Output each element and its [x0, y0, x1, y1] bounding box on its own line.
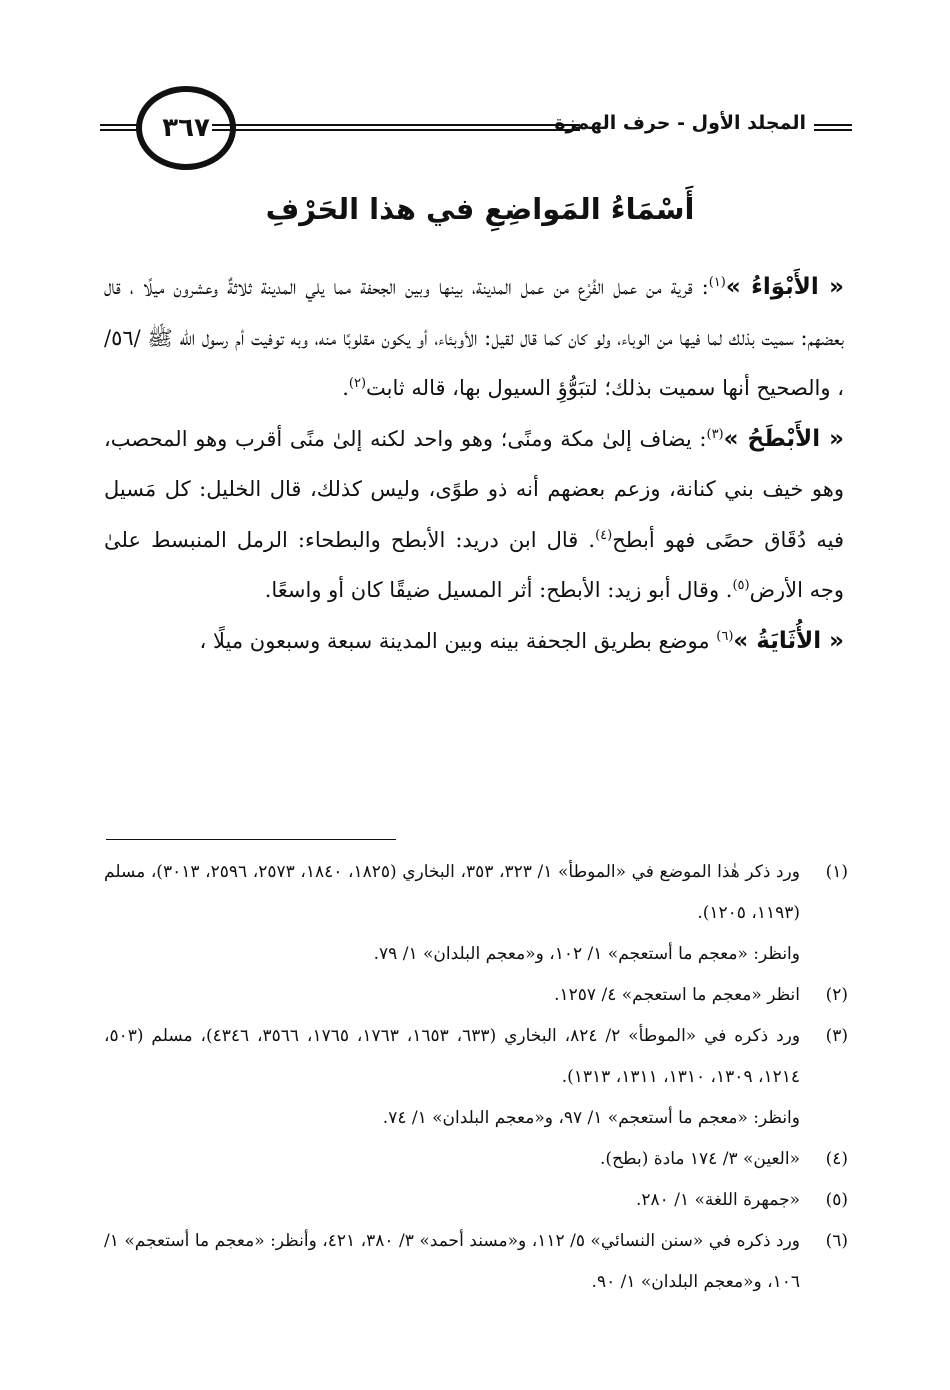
entry-text: . وقال أبو زيد: الأبطح: أثر المسيل ضيقًا كان أو واسعًا. [264, 578, 733, 602]
footnote-ref: (٣) [706, 426, 724, 442]
footnote-number: (٤) [825, 1149, 848, 1169]
footnote-separator [106, 839, 396, 840]
page-header [100, 86, 852, 176]
footnote-ref: (١) [708, 275, 726, 290]
footnote-line: ورد ذكره في «سنن النسائي» ٥/ ١١٢، و«مسند أحمد» ٣/ ٣٨٠، ٤٢١، وأنظر: «معجم ما أستعجم» ١/ ١٠٦، و«معجم البلدان» ١/ ٩٠. [104, 1231, 800, 1292]
footnote-line: وانظر: «معجم ما أستعجم» ١/ ١٠٢، و«معجم البلدان» ١/ ٧٩. [373, 944, 800, 964]
footnote-number: (٣) [825, 1026, 848, 1046]
footnote-3 [104, 1016, 848, 1139]
entry-term: « الأَبْطَحُ » [723, 425, 844, 452]
footnote-number: (٥) [825, 1190, 848, 1210]
entry-term: « الأَبْوَاءُ » [725, 274, 844, 300]
header-rule-middle [212, 124, 580, 131]
entry-uthaya [104, 616, 844, 667]
footnote-2 [104, 975, 848, 1016]
entry-text: . قال ابن دريد: الأبطح والبطحاء: الرمل المنبسط علىٰ وجه الأرض [104, 527, 844, 602]
footnote-number: (١) [825, 862, 848, 882]
footnote-number: (٢) [825, 985, 848, 1005]
entry-text: موضع بطريق الجحفة بينه وبين المدينة سبعة وسبعون ميلًا ، [199, 628, 717, 653]
footnote-4 [104, 1139, 848, 1180]
entry-text: : يضاف إلىٰ مكة ومنًى؛ وهو واحد لكنه إلىٰ منًى أقرب وهو المحصب، وهو خيف بني كنانة، وزعم بعضهم أنه ذو طوًى، وليس كذلك، قال الخليل: كل مَسيل فيه دُقَاق حصًى فهو أبطح [104, 426, 844, 552]
footnote-number: (٦) [825, 1231, 848, 1251]
section-title: أَسْمَاءُ المَواضِعِ في هذا الحَرْفِ [265, 192, 695, 226]
entry-abwa [104, 262, 844, 414]
entry-end: . [342, 376, 349, 400]
footnote-1 [104, 852, 848, 975]
footnote-ref: (٢) [348, 376, 367, 391]
page-number: ٣٦٧ [136, 86, 236, 170]
footnote-line: ورد ذكره في «الموطأ» ٢/ ٨٢٤، البخاري (٦٣٣، ١٦٥٣، ١٧٦٣، ١٧٦٥، ٣٥٦٦، ٤٣٤٦)، مسلم (٥٠٣، ١٢١٤، ١٣٠٩، ١٣١٠، ١٣١١، ١٣١٣). [104, 1026, 801, 1087]
footnote-line: انظر «معجم ما استعجم» ٤/ ١٢٥٧. [554, 985, 800, 1005]
footnote-line: ورد ذكر هٰذا الموضع في «الموطأ» ١/ ٣٢٣، ٣٥٣، البخاري (١٨٢٥، ١٨٤٠، ٢٥٧٣، ٢٥٩٦، ٣٠١٣)، مسلم (١١٩٣، ١٢٠٥). [104, 862, 800, 923]
entry-term: « الأُثَايَةُ » [733, 627, 844, 654]
footnote-6 [104, 1221, 848, 1303]
main-text [104, 262, 844, 666]
footnote-line: «العين» ٣/ ١٧٤ مادة (بطح). [600, 1149, 800, 1169]
header-rule-right [814, 124, 852, 131]
entry-abtah [104, 414, 844, 616]
footnote-line: وانظر: «معجم ما أستعجم» ١/ ٩٧، و«معجم البلدان» ١/ ٧٤. [382, 1108, 800, 1128]
footnote-ref: (٥) [732, 578, 750, 593]
footnote-ref: (٤) [595, 527, 613, 543]
footnote-line: «جمهرة اللغة» ١/ ٢٨٠. [635, 1190, 800, 1210]
footnotes [104, 852, 848, 1303]
footnote-5 [104, 1180, 848, 1221]
entry-text: : قرية من عمل الفُرْع من عمل المدينة، بينها وبين الجحفة مما يلي المدينة ثلاثةٌ وعشرون ميلًا ، قال بعضهم: سميت بذلك لما فيها من الوباء، ولو كان كما قال لقيل: الأوبئاء، أو يكون مقلوبًا منه، وبه توفيت أم رسول الله ﷺ /٥٦/ ، والصحيح أنها سميت بذلك؛ لتبَوُّؤِ السيول بها، قاله ثابت [104, 275, 844, 400]
footnote-ref: (٦) [716, 628, 734, 644]
running-head: المجلد الأول - حرف الهمزة [554, 112, 806, 134]
